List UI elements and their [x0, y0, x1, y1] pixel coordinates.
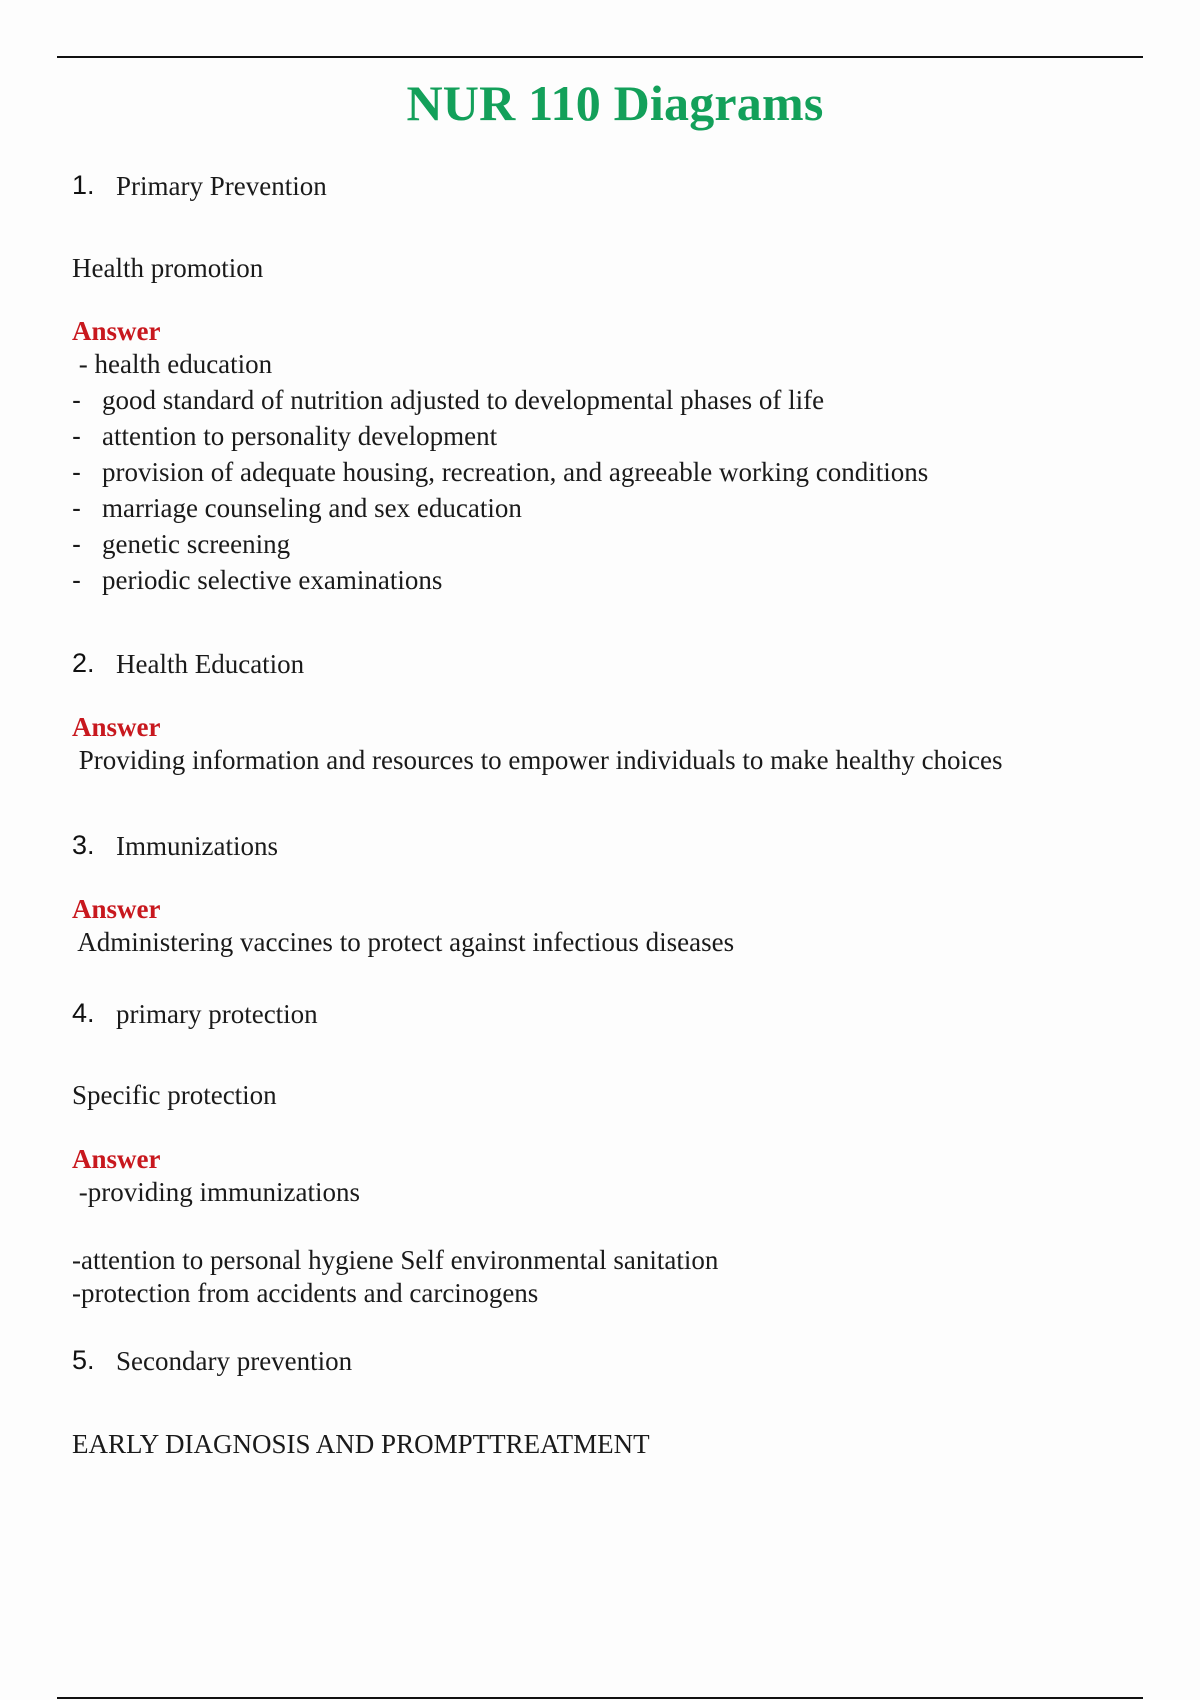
question-text: Immunizations: [116, 831, 278, 861]
question-text: Primary Prevention: [116, 171, 327, 201]
answer-text: - health education: [72, 349, 273, 379]
question-number: 1.: [72, 170, 95, 200]
subheading: EARLY DIAGNOSIS AND PROMPTTREATMENT: [72, 1429, 650, 1459]
list-item: - good standard of nutrition adjusted to developmental phases of life: [72, 385, 825, 415]
question-text: Secondary prevention: [116, 1346, 353, 1376]
list-item: - provision of adequate housing, recreation, and agreeable working conditions: [72, 457, 929, 487]
page-title: NUR 110 Diagrams: [406, 75, 824, 131]
answer-extra-line: -attention to personal hygiene Self environmental sanitation: [72, 1245, 719, 1275]
top-rule: [57, 56, 1143, 58]
subheading: Health promotion: [72, 253, 264, 283]
answer-list: [72, 382, 1072, 598]
list-item: - periodic selective examinations: [72, 565, 443, 595]
answer-label: Answer: [72, 894, 161, 924]
list-item: - marriage counseling and sex education: [72, 493, 522, 523]
answer-text: -providing immunizations: [72, 1177, 360, 1207]
bottom-rule: [57, 1697, 1143, 1699]
question-number: 3.: [72, 830, 95, 860]
subheading: Specific protection: [72, 1080, 277, 1110]
answer-text: Providing information and resources to empower individuals to make healthy choices: [72, 745, 1003, 775]
question-number: 5.: [72, 1345, 95, 1375]
question-number: 2.: [72, 648, 95, 678]
question-number: 4.: [72, 998, 95, 1028]
list-item: - genetic screening: [72, 529, 291, 559]
answer-text: Administering vaccines to protect against infectious diseases: [72, 927, 735, 957]
list-item: - attention to personality development: [72, 421, 498, 451]
answer-label: Answer: [72, 712, 161, 742]
question-text: primary protection: [116, 999, 318, 1029]
answer-extra-line: -protection from accidents and carcinogens: [72, 1278, 539, 1308]
answer-label: Answer: [72, 1144, 161, 1174]
question-text: Health Education: [116, 649, 305, 679]
answer-label: Answer: [72, 316, 161, 346]
